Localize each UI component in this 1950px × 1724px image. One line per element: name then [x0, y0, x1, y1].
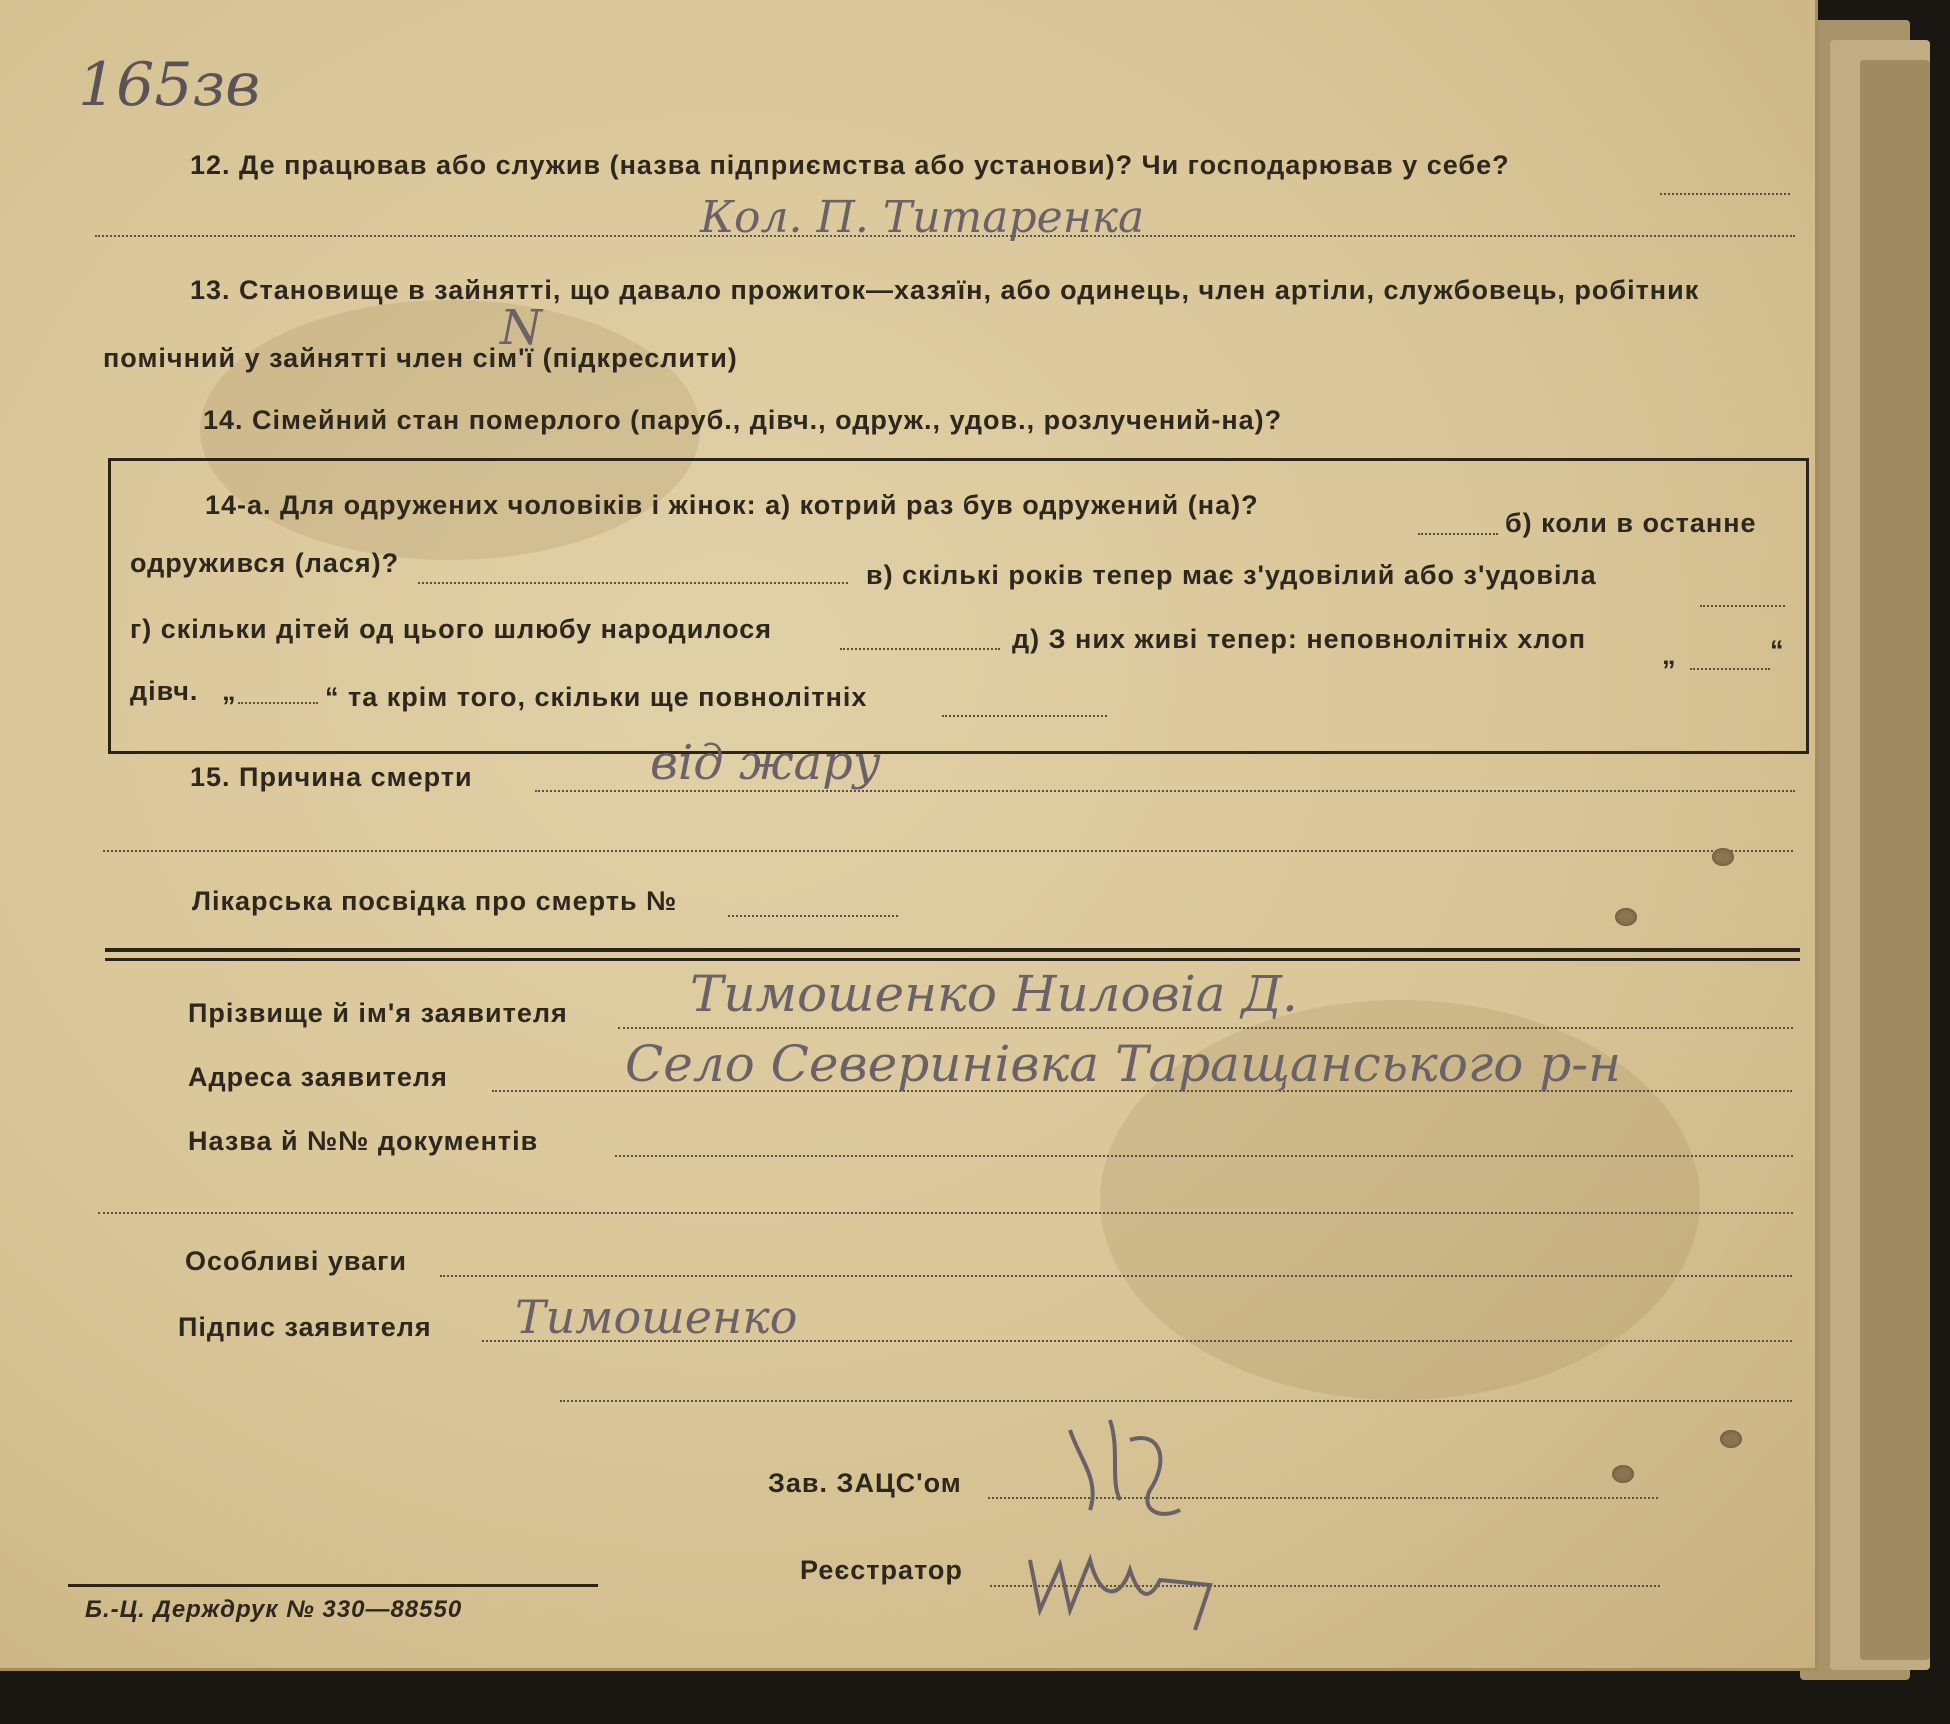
q15-label: 15. Причина смерти — [190, 762, 473, 792]
applicant-name-label: Прізвище й ім'я заявителя — [188, 998, 568, 1028]
applicant-docs-line2 — [98, 1212, 1793, 1214]
q14a-line2a: одружився (лася)? — [130, 548, 400, 578]
registrar-label: Реєстратор — [800, 1555, 963, 1585]
q12-label: 12. Де працював або служив (назва підприємства або установи)? Чи господарював у себе? — [190, 150, 1510, 180]
medical-line — [728, 915, 898, 917]
punch-hole — [1615, 908, 1637, 926]
q14a-adults-line — [942, 715, 1107, 717]
punch-hole — [1712, 848, 1734, 866]
q15-line2 — [103, 850, 1793, 852]
q14a-line4c: “ та крім того, скільки ще повнолітніх — [325, 682, 868, 712]
applicant-signature-value: Тимошенко — [515, 1290, 798, 1344]
printer-imprint: Б.-Ц. Держдрук № 330—88550 — [85, 1596, 463, 1623]
applicant-signature-label: Підпис заявителя — [178, 1312, 432, 1342]
section-divider — [105, 958, 1800, 961]
q14-label: 14. Сімейний стан померлого (паруб., дівч., одруж., удов., розлучений-на)? — [203, 405, 1283, 435]
applicant-notes-line — [440, 1275, 1792, 1277]
q14a-line3a: г) скільки дітей од цього шлюбу народилося — [130, 614, 773, 644]
q12-answer: Кол. П. Титаренка — [700, 192, 1145, 243]
section-divider — [105, 948, 1800, 952]
q14a-children-line — [840, 648, 1000, 650]
punch-hole — [1720, 1430, 1742, 1448]
q14a-when-line — [418, 582, 848, 584]
applicant-address-value: Село Северинівка Таращанського р-н — [625, 1035, 1622, 1093]
registrar-signature — [1010, 1400, 1240, 1670]
q15-answer: від жару — [650, 735, 881, 791]
applicant-name-line — [618, 1027, 1793, 1029]
applicant-name-value: Тимошенко Ниловіа Д. — [690, 965, 1298, 1023]
q14a-quote-open: „ — [1662, 640, 1677, 670]
head-zags-label: Зав. ЗАЦС'ом — [768, 1468, 962, 1498]
q14a-times-line — [1418, 533, 1498, 535]
q13-mark: N — [500, 300, 542, 356]
punch-hole — [1612, 1465, 1634, 1483]
q13-line2: помічний у зайнятті член сім'ї (підкреслити) — [103, 343, 738, 373]
q12-dots — [1660, 193, 1790, 195]
q14a-boys-line — [1690, 668, 1770, 670]
applicant-address-label: Адреса заявителя — [188, 1062, 448, 1092]
underlying-page — [1860, 60, 1930, 1660]
printer-rule — [68, 1584, 598, 1587]
medical-label: Лікарська посвідка про смерть № — [192, 886, 678, 916]
q14a-quote-close: “ — [1770, 635, 1785, 665]
q14a-line1b: б) коли в останне — [1505, 508, 1757, 538]
applicant-notes-label: Особливі уваги — [185, 1246, 407, 1276]
q13-line1: 13. Становище в зайнятті, що давало прожиток—хазяїн, або одинець, член артіли, службовець, робітник — [190, 275, 1700, 305]
applicant-docs-label: Назва й №№ документів — [188, 1126, 539, 1156]
archive-number: 165зв — [78, 50, 261, 120]
q14a-line2b: в) скількі років тепер має з'удовілий або з'удовіла — [866, 560, 1597, 590]
q14a-line3b: д) З них живі тепер: неповнолітніх хлоп — [1012, 624, 1587, 654]
q14a-line4a: дівч. — [130, 676, 199, 706]
q14a-line4b: „ — [222, 676, 237, 706]
q14a-line1a: 14-а. Для одружених чоловіків і жінок: а) котрий раз був одружений (на)? — [205, 490, 1259, 520]
q14a-girls-line — [238, 702, 318, 704]
q14a-years-line — [1700, 605, 1785, 607]
applicant-docs-line — [615, 1155, 1793, 1157]
